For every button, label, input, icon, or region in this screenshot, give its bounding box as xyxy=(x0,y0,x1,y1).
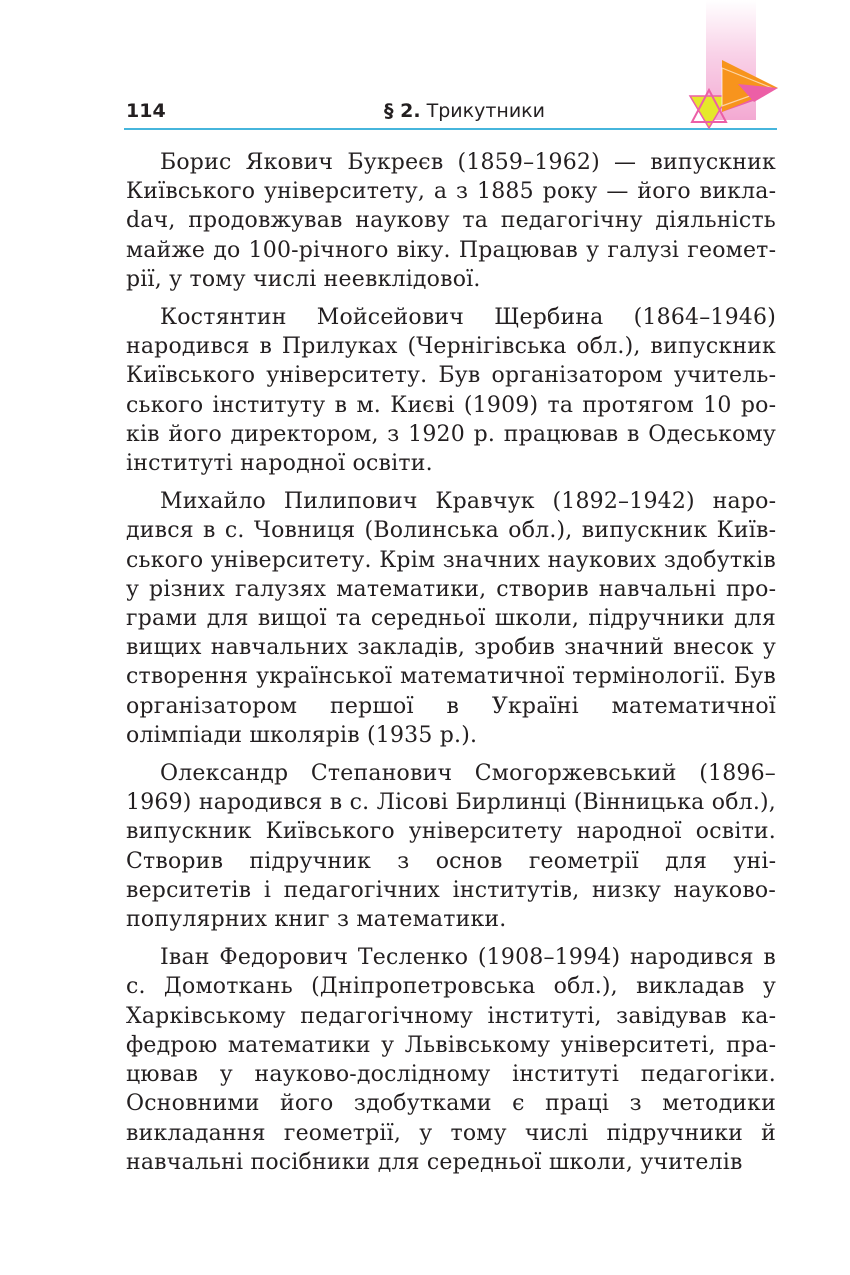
paragraph-kravchuk: Михайло Пилипович Кравчук (1892–1942) народився в с. Човниця (Волинська обл.), випускник Київського університету. Крім значних наукових здобутків у різних галузях математики, створив навчальні програми для вищої та середньої школи, підручники для вищих навчальних закладів, зробив значний внесок у створення української математичної термінології. Був організатором першої в Україні математичної олімпіади школярів (1935 р.). xyxy=(126,489,776,748)
article-body xyxy=(126,148,776,1186)
paragraph-teslenko: Іван Федорович Тесленко (1908–1994) народився в с. Домоткань (Дніпропетровська обл.), викладав у Харківському педагогічному інституті, завідував кафедрою математики у Львівському університеті, працював у науково-дослідному інституті педагогіки. Основними його здобутками є праці з методики викладання геометрії, у тому числі підручники й навчальні посібники для середньої школи, учителів xyxy=(126,945,776,1175)
triangles-decoration-icon xyxy=(680,50,790,135)
paragraph-shcherbyna: Костянтин Мойсейович Щербина (1864–1946) народився в Прилуках (Чернігівська обл.), випускник Київського університету. Був організатором учительського інституту в м. Києві (1909) та протягом 10 років його директором, з 1920 р. працював в Одеському інституті народної освіти. xyxy=(126,305,776,477)
page-header xyxy=(0,0,850,140)
paragraph-bukreev: Борис Якович Букреєв (1859–1962) — випускник Київського університету, а з 1885 року — його виклаdач, продовжував наукову та педагогічну діяльність майже до 100-річного віку. Працював у галузі геометрії, у тому числі неевклідової. xyxy=(126,150,776,292)
page-number: 114 xyxy=(126,100,166,122)
paragraph-smogorzhevskyi: Олександр Степанович Смогоржевський (1896–1969) народився в с. Лісові Бирлинці (Вінницька обл.), випускник Київського університету народної освіти. Створив підручник з основ геометрії для університетів і педагогічних інститутів, низку науково-популярних книг з математики. xyxy=(126,761,776,933)
section-number: § 2. xyxy=(384,100,421,122)
chapter-heading xyxy=(384,100,545,122)
section-title: Трикутники xyxy=(426,100,546,122)
